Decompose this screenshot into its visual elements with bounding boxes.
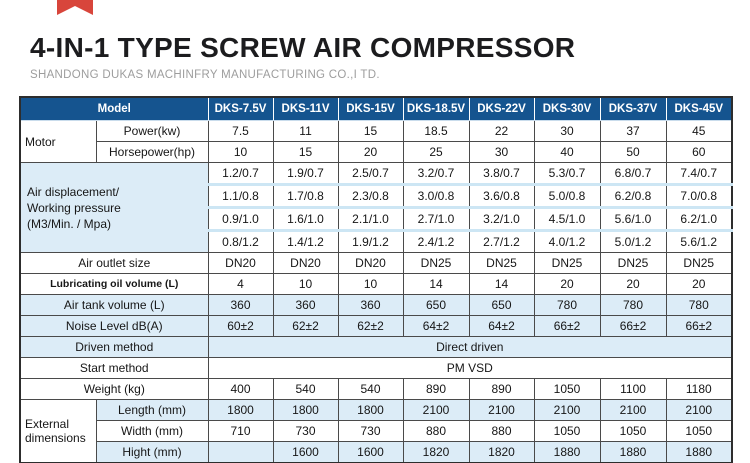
spec-cell: DN25 xyxy=(403,253,469,274)
row-start-method xyxy=(20,358,732,379)
spec-cell: 2.7/1.2 xyxy=(469,231,534,253)
spec-cell: 20 xyxy=(666,274,732,295)
spec-cell: 64±2 xyxy=(403,316,469,337)
spec-cell: 1800 xyxy=(208,400,273,421)
external-label-line1: External xyxy=(25,417,70,432)
spec-cell: 0.8/1.2 xyxy=(208,231,273,253)
spec-cell: 18.5 xyxy=(403,121,469,142)
row-length xyxy=(20,400,732,421)
spec-cell: 1800 xyxy=(338,400,403,421)
row-weight xyxy=(20,379,732,400)
spec-cell: 60±2 xyxy=(208,316,273,337)
spec-cell: 1.1/0.8 xyxy=(208,185,273,208)
spec-cell: 10 xyxy=(273,274,338,295)
spec-cell: 6.2/0.8 xyxy=(600,185,666,208)
row-label-start-method: Start method xyxy=(20,358,208,379)
spec-cell: DN25 xyxy=(666,253,732,274)
spec-cell: 2.1/1.0 xyxy=(338,208,403,231)
spec-cell xyxy=(208,442,273,463)
spec-cell: 20 xyxy=(600,274,666,295)
spec-cell: 1880 xyxy=(666,442,732,463)
spec-cell: 14 xyxy=(403,274,469,295)
spec-cell: 30 xyxy=(469,142,534,163)
spec-cell: 1880 xyxy=(600,442,666,463)
spec-cell: 890 xyxy=(469,379,534,400)
row-label-width: Width (mm) xyxy=(96,421,208,442)
row-label-noise-level: Noise Level dB(A) xyxy=(20,316,208,337)
spec-cell: 3.0/0.8 xyxy=(403,185,469,208)
spec-cell: 2100 xyxy=(600,400,666,421)
spec-cell: 0.9/1.0 xyxy=(208,208,273,231)
spec-cell: 1.4/1.2 xyxy=(273,231,338,253)
spec-cell: 2.4/1.2 xyxy=(403,231,469,253)
spec-cell: 4.5/1.0 xyxy=(534,208,600,231)
row-power xyxy=(20,121,732,142)
group-label-external-dimensions xyxy=(20,400,96,463)
spec-cell: 730 xyxy=(273,421,338,442)
spec-cell: 1050 xyxy=(534,379,600,400)
spec-cell: 40 xyxy=(534,142,600,163)
spec-cell: 1.2/0.7 xyxy=(208,163,273,185)
spec-cell: 1880 xyxy=(534,442,600,463)
spec-cell: 30 xyxy=(534,121,600,142)
spec-cell: 50 xyxy=(600,142,666,163)
spec-cell: 1800 xyxy=(273,400,338,421)
spec-cell: 2100 xyxy=(534,400,600,421)
spec-cell: 1.7/0.8 xyxy=(273,185,338,208)
spec-cell: 2.3/0.8 xyxy=(338,185,403,208)
spec-cell: 3.8/0.7 xyxy=(469,163,534,185)
spec-cell: 6.8/0.7 xyxy=(600,163,666,185)
spec-cell: 20 xyxy=(338,142,403,163)
row-label-lubricating-oil: Lubricating oil volume (L) xyxy=(20,274,208,295)
group-label-motor: Motor xyxy=(20,121,96,163)
spec-cell: 540 xyxy=(273,379,338,400)
spec-cell: 360 xyxy=(208,295,273,316)
spec-cell: 10 xyxy=(208,142,273,163)
spec-cell: 66±2 xyxy=(534,316,600,337)
air-displacement-label-line2: Working pressure xyxy=(27,200,121,215)
spec-cell: 4 xyxy=(208,274,273,295)
spec-cell: 730 xyxy=(338,421,403,442)
row-lubricating-oil xyxy=(20,274,732,295)
row-driven-method xyxy=(20,337,732,358)
spec-table xyxy=(19,96,733,463)
spec-cell: 11 xyxy=(273,121,338,142)
spec-cell: 780 xyxy=(666,295,732,316)
spec-cell: 10 xyxy=(338,274,403,295)
spec-cell: 20 xyxy=(534,274,600,295)
spec-cell: 3.2/1.0 xyxy=(469,208,534,231)
spec-cell: 1600 xyxy=(273,442,338,463)
air-displacement-label-line1: Air displacement/ xyxy=(27,184,120,199)
spec-cell: 780 xyxy=(600,295,666,316)
row-label-hight: Hight (mm) xyxy=(96,442,208,463)
spec-cell: 64±2 xyxy=(469,316,534,337)
spec-cell: DN20 xyxy=(273,253,338,274)
spec-cell: 7.4/0.7 xyxy=(666,163,732,185)
col-header-model: DKS-18.5V xyxy=(403,97,469,121)
spec-cell: 650 xyxy=(403,295,469,316)
page-title: 4-IN-1 TYPE SCREW AIR COMPRESSOR xyxy=(30,32,576,63)
row-label-driven-method: Driven method xyxy=(20,337,208,358)
spec-cell: 2.5/0.7 xyxy=(338,163,403,185)
spec-cell: 25 xyxy=(403,142,469,163)
spec-cell: 1820 xyxy=(469,442,534,463)
spec-cell: 400 xyxy=(208,379,273,400)
spec-cell: 45 xyxy=(666,121,732,142)
spec-cell: 66±2 xyxy=(600,316,666,337)
col-header-model: DKS-37V xyxy=(600,97,666,121)
row-hight xyxy=(20,442,732,463)
col-header-model: DKS-22V xyxy=(469,97,534,121)
spec-cell: 62±2 xyxy=(338,316,403,337)
spec-cell: 14 xyxy=(469,274,534,295)
spec-cell: 1050 xyxy=(534,421,600,442)
col-header-model: DKS-30V xyxy=(534,97,600,121)
spec-cell: 540 xyxy=(338,379,403,400)
spec-cell: 60 xyxy=(666,142,732,163)
spec-cell: 22 xyxy=(469,121,534,142)
spec-cell: 1.6/1.0 xyxy=(273,208,338,231)
spec-cell: 5.6/1.2 xyxy=(666,231,732,253)
spec-cell: 360 xyxy=(338,295,403,316)
spec-cell: 2100 xyxy=(403,400,469,421)
spec-cell: 7.5 xyxy=(208,121,273,142)
header-row xyxy=(20,97,732,121)
spec-cell: 4.0/1.2 xyxy=(534,231,600,253)
spec-cell: 7.0/0.8 xyxy=(666,185,732,208)
spec-cell: 5.0/1.2 xyxy=(600,231,666,253)
spec-cell: 1180 xyxy=(666,379,732,400)
spec-cell: 5.0/0.8 xyxy=(534,185,600,208)
spec-cell: 62±2 xyxy=(273,316,338,337)
spec-cell: 15 xyxy=(338,121,403,142)
spec-cell: 360 xyxy=(273,295,338,316)
spec-cell: 1050 xyxy=(666,421,732,442)
spec-cell: 15 xyxy=(273,142,338,163)
spec-cell: 2.7/1.0 xyxy=(403,208,469,231)
start-method-value: PM VSD xyxy=(208,358,732,379)
page-header xyxy=(0,0,750,81)
row-label-length: Length (mm) xyxy=(96,400,208,421)
spec-cell: 1100 xyxy=(600,379,666,400)
row-label-air-outlet: Air outlet size xyxy=(20,253,208,274)
row-air-outlet xyxy=(20,253,732,274)
col-header-model: DKS-45V xyxy=(666,97,732,121)
external-label-line2: dimensions xyxy=(25,431,86,446)
spec-cell: 880 xyxy=(469,421,534,442)
col-header-model: DKS-11V xyxy=(273,97,338,121)
model-header-cell: Model xyxy=(20,97,208,121)
col-header-model: DKS-15V xyxy=(338,97,403,121)
driven-method-value: Direct driven xyxy=(208,337,732,358)
spec-cell: 5.6/1.0 xyxy=(600,208,666,231)
spec-cell: 1820 xyxy=(403,442,469,463)
col-header-model: DKS-7.5V xyxy=(208,97,273,121)
spec-cell: DN25 xyxy=(469,253,534,274)
row-label-air-tank: Air tank volume (L) xyxy=(20,295,208,316)
spec-cell: DN20 xyxy=(208,253,273,274)
row-label-weight: Weight (kg) xyxy=(20,379,208,400)
spec-cell: 6.2/1.0 xyxy=(666,208,732,231)
spec-cell: 1.9/0.7 xyxy=(273,163,338,185)
row-horsepower xyxy=(20,142,732,163)
spec-cell: 710 xyxy=(208,421,273,442)
spec-cell: 2100 xyxy=(469,400,534,421)
company-subtitle: SHANDONG DUKAS MACHINFRY MANUFACTURING CO.,I TD. xyxy=(30,69,380,82)
spec-cell: 2100 xyxy=(666,400,732,421)
spec-cell: 880 xyxy=(403,421,469,442)
spec-cell: 3.2/0.7 xyxy=(403,163,469,185)
row-label-air-displacement xyxy=(20,163,208,253)
row-displacement-1 xyxy=(20,163,732,185)
spec-cell: 3.6/0.8 xyxy=(469,185,534,208)
spec-cell: DN25 xyxy=(600,253,666,274)
spec-cell: 890 xyxy=(403,379,469,400)
spec-cell: 650 xyxy=(469,295,534,316)
air-displacement-label-line3: (M3/Min. / Mpa) xyxy=(27,216,112,231)
spec-cell: 5.3/0.7 xyxy=(534,163,600,185)
spec-cell: 1.9/1.2 xyxy=(338,231,403,253)
spec-cell: DN20 xyxy=(338,253,403,274)
row-label-horsepower: Horsepower(hp) xyxy=(96,142,208,163)
row-noise-level xyxy=(20,316,732,337)
spec-cell: DN25 xyxy=(534,253,600,274)
spec-cell: 37 xyxy=(600,121,666,142)
spec-cell: 780 xyxy=(534,295,600,316)
spec-cell: 66±2 xyxy=(666,316,732,337)
row-air-tank xyxy=(20,295,732,316)
spec-cell: 1050 xyxy=(600,421,666,442)
spec-cell: 1600 xyxy=(338,442,403,463)
row-label-power: Power(kw) xyxy=(96,121,208,142)
row-width xyxy=(20,421,732,442)
